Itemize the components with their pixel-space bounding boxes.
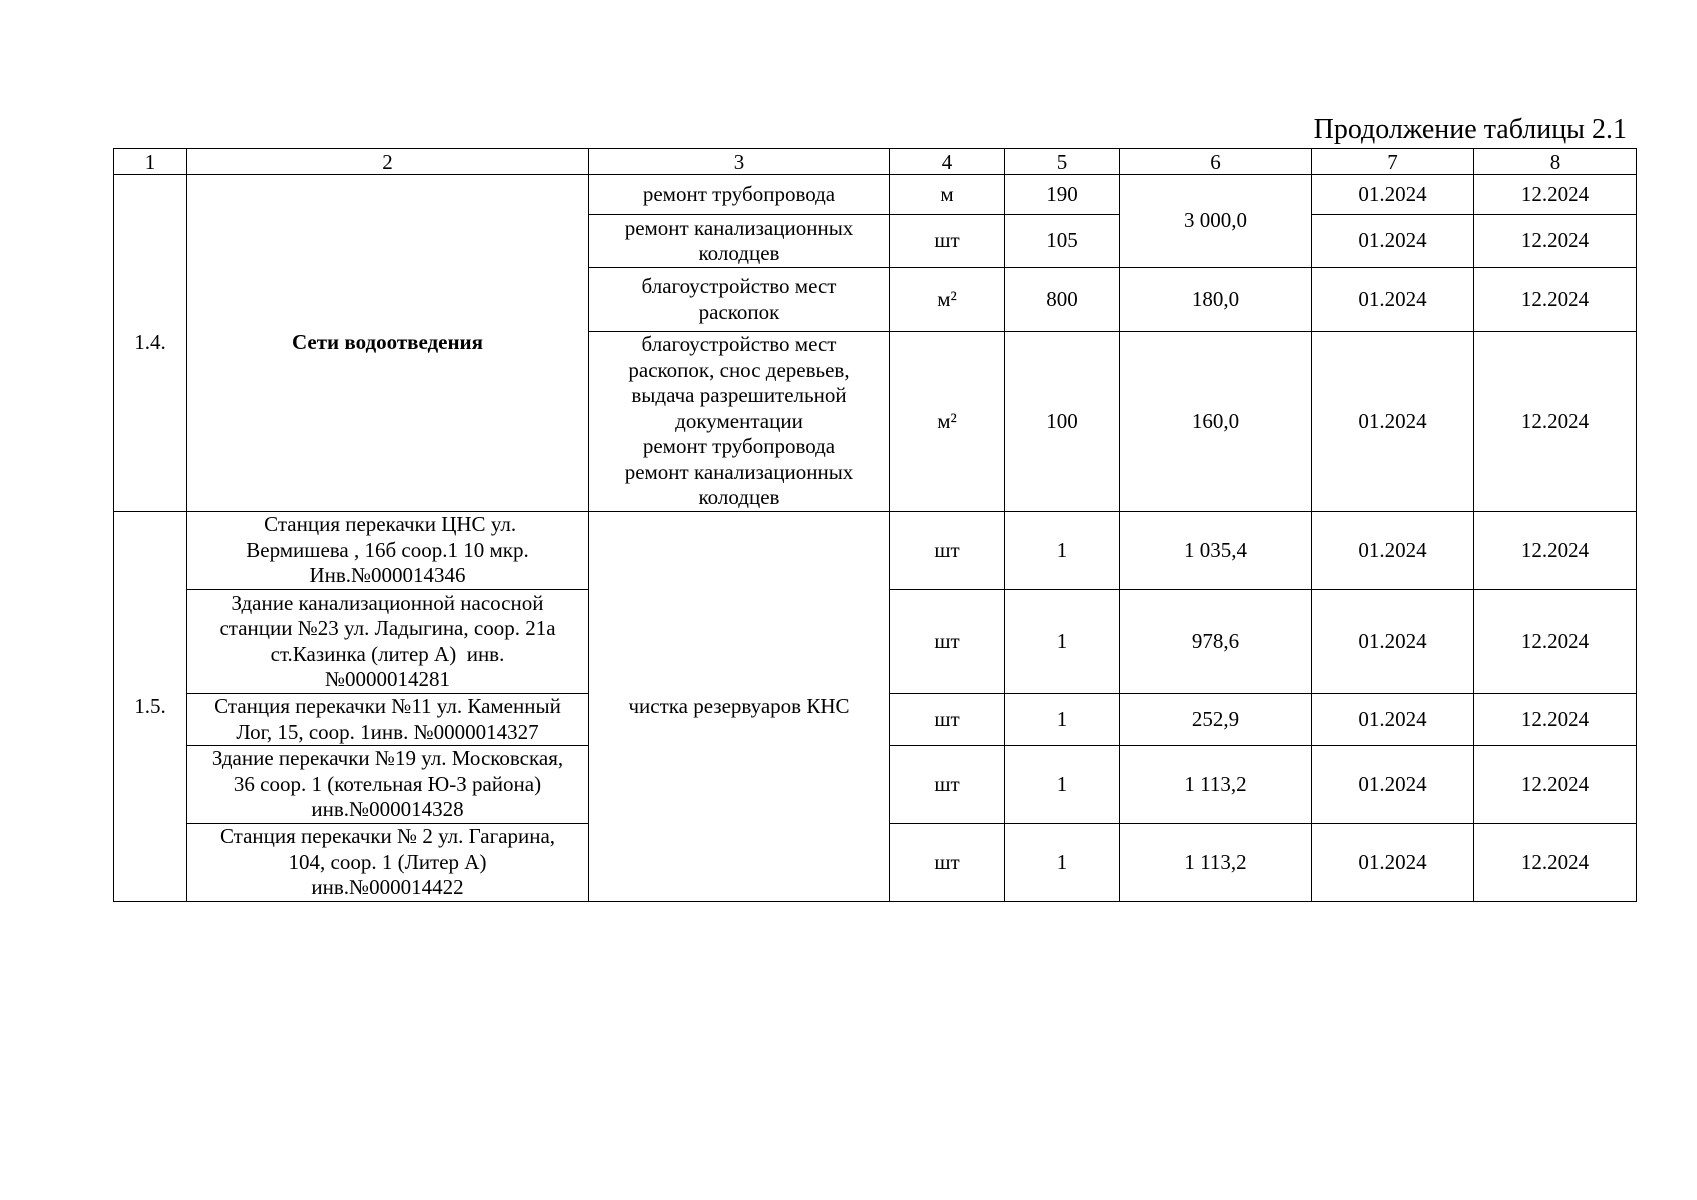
work-line: документации xyxy=(675,408,803,433)
end-cell: 12.2024 xyxy=(1474,175,1637,215)
object-name-cell xyxy=(187,512,589,590)
unit-cell: м² xyxy=(890,332,1005,512)
object-name-cell xyxy=(187,746,589,824)
header-cell: 8 xyxy=(1474,149,1637,175)
work-line: раскопок xyxy=(698,299,780,324)
cost-cell: 252,9 xyxy=(1120,694,1312,746)
work-cell xyxy=(589,332,890,512)
qty-cell: 1 xyxy=(1005,694,1120,746)
end-cell: 12.2024 xyxy=(1474,268,1637,332)
cost-cell: 1 035,4 xyxy=(1120,512,1312,590)
work-line: ремонт канализационных xyxy=(624,215,854,240)
object-name-line: инв.№000014422 xyxy=(311,875,464,900)
object-name-line: №0000014281 xyxy=(324,667,451,691)
qty-cell: 1 xyxy=(1005,746,1120,824)
object-name-line: ст.Казинка (литер А) инв. xyxy=(270,641,505,666)
qty-cell: 105 xyxy=(1005,215,1120,268)
work-cell: чистка резервуаров КНС xyxy=(589,512,890,902)
header-cell: 5 xyxy=(1005,149,1120,175)
work-line: выдача разрешительной xyxy=(631,383,847,408)
work-cell xyxy=(589,215,890,268)
work-line: колодцев xyxy=(698,241,780,265)
end-cell: 12.2024 xyxy=(1474,746,1637,824)
cost-cell: 1 113,2 xyxy=(1120,824,1312,902)
section-number: 1.4. xyxy=(114,175,187,512)
object-name-line: 36 соор. 1 (котельная Ю-З района) xyxy=(233,771,542,796)
object-name-line: Инв.№000014346 xyxy=(309,563,466,588)
qty-cell: 800 xyxy=(1005,268,1120,332)
unit-cell: шт xyxy=(890,512,1005,590)
header-cell: 3 xyxy=(589,149,890,175)
work-line: колодцев xyxy=(698,485,780,510)
work-line: ремонт канализационных xyxy=(624,459,854,484)
object-name-cell xyxy=(187,694,589,746)
unit-cell: шт xyxy=(890,694,1005,746)
object-name-line: инв.№000014328 xyxy=(311,797,464,822)
cost-cell: 160,0 xyxy=(1120,332,1312,512)
start-cell: 01.2024 xyxy=(1312,175,1474,215)
header-row xyxy=(114,149,1637,175)
start-cell: 01.2024 xyxy=(1312,746,1474,824)
work-line: ремонт трубопровода xyxy=(642,434,836,459)
start-cell: 01.2024 xyxy=(1312,694,1474,746)
end-cell: 12.2024 xyxy=(1474,824,1637,902)
qty-cell: 1 xyxy=(1005,590,1120,694)
unit-cell: шт xyxy=(890,746,1005,824)
unit-cell: шт xyxy=(890,215,1005,268)
start-cell: 01.2024 xyxy=(1312,512,1474,590)
work-line: благоустройство мест xyxy=(641,332,837,357)
work-cell: ремонт трубопровода xyxy=(589,175,890,215)
unit-cell: шт xyxy=(890,590,1005,694)
cost-cell: 180,0 xyxy=(1120,268,1312,332)
object-name-line: Станция перекачки № 2 ул. Гагарина, xyxy=(219,824,556,849)
object-name-line: Вермишева , 16б соор.1 10 мкр. xyxy=(246,537,529,562)
header-cell: 2 xyxy=(187,149,589,175)
object-name-line: Здание перекачки №19 ул. Московская, xyxy=(211,746,564,771)
end-cell: 12.2024 xyxy=(1474,694,1637,746)
start-cell: 01.2024 xyxy=(1312,268,1474,332)
unit-cell: м² xyxy=(890,268,1005,332)
unit-cell: м xyxy=(890,175,1005,215)
end-cell: 12.2024 xyxy=(1474,512,1637,590)
qty-cell: 1 xyxy=(1005,512,1120,590)
works-table xyxy=(113,148,1637,902)
object-name-line: Станция перекачки №11 ул. Каменный xyxy=(214,694,561,718)
cost-cell: 978,6 xyxy=(1120,590,1312,694)
object-name-line: Станция перекачки ЦНС ул. xyxy=(258,512,517,537)
object-name-cell xyxy=(187,824,589,902)
object-name-line: станции №23 ул. Ладыгина, соор. 21а xyxy=(219,616,556,640)
header-cell: 1 xyxy=(114,149,187,175)
work-cell xyxy=(589,268,890,332)
end-cell: 12.2024 xyxy=(1474,215,1637,268)
start-cell: 01.2024 xyxy=(1312,215,1474,268)
start-cell: 01.2024 xyxy=(1312,590,1474,694)
unit-cell: шт xyxy=(890,824,1005,902)
qty-cell: 190 xyxy=(1005,175,1120,215)
object-name-cell xyxy=(187,590,589,694)
table-caption: Продолжение таблицы 2.1 xyxy=(1313,114,1627,145)
object-name-line: Здание канализационной насосной xyxy=(231,590,544,615)
cost-cell: 3 000,0 xyxy=(1120,175,1312,268)
end-cell: 12.2024 xyxy=(1474,332,1637,512)
table-row xyxy=(114,512,1637,590)
table-row xyxy=(114,175,1637,215)
end-cell: 12.2024 xyxy=(1474,590,1637,694)
qty-cell: 1 xyxy=(1005,824,1120,902)
start-cell: 01.2024 xyxy=(1312,824,1474,902)
work-line: благоустройство мест xyxy=(641,274,837,298)
header-cell: 7 xyxy=(1312,149,1474,175)
header-cell: 6 xyxy=(1120,149,1312,175)
start-cell: 01.2024 xyxy=(1312,332,1474,512)
cost-cell: 1 113,2 xyxy=(1120,746,1312,824)
header-cell: 4 xyxy=(890,149,1005,175)
qty-cell: 100 xyxy=(1005,332,1120,512)
section-name: Сети водоотведения xyxy=(187,175,589,512)
object-name-line: Лог, 15, соор. 1инв. №0000014327 xyxy=(236,719,539,744)
work-line: раскопок, снос деревьев, xyxy=(628,357,850,382)
object-name-line: 104, соор. 1 (Литер А) xyxy=(288,849,487,874)
section-number: 1.5. xyxy=(114,512,187,902)
